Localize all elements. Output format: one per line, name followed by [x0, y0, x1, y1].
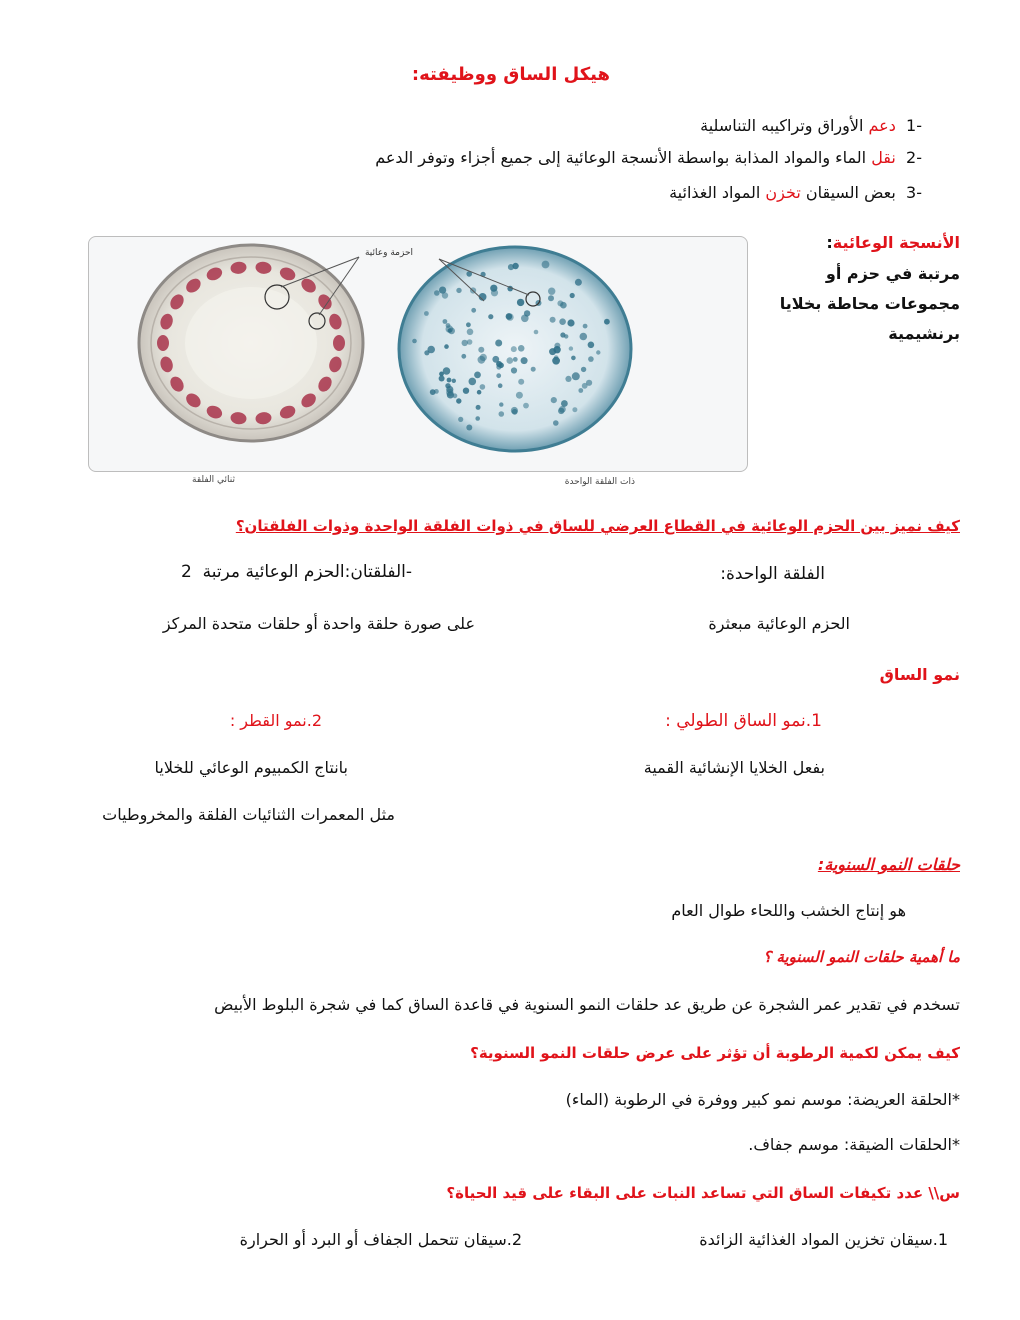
vascular-bundle: [557, 300, 563, 306]
vascular-bundle: [518, 379, 524, 385]
growth-length-body: بفعل الخلايا الإنشائية القمية: [643, 758, 825, 777]
vascular-bundle: [531, 367, 536, 372]
vascular-bundle: [480, 384, 486, 390]
vascular-colon: :: [826, 233, 833, 252]
vascular-bundle: [588, 342, 595, 349]
function-prefix: بعض السيقان: [800, 183, 896, 202]
function-item-3: [669, 183, 922, 202]
function-item-2: [375, 148, 922, 167]
vascular-bundle: [443, 319, 448, 324]
vascular-bundle: [453, 393, 458, 398]
page-title: هيكل الساق ووظيفته:: [411, 64, 610, 85]
vascular-bundle: [446, 389, 453, 396]
vascular-bundle: [444, 344, 449, 349]
vascular-bundle: [471, 308, 476, 313]
bundles-label: احزمة وعائية: [364, 248, 414, 258]
vascular-bundle: [475, 416, 480, 421]
vascular-bundle: [517, 299, 524, 306]
rings-question-humidity: كيف يمكن لكمية الرطوبة أن تؤثر على عرض حلقات النمو السنوية؟: [470, 1044, 960, 1062]
di-heading: [181, 562, 412, 582]
vascular-bundle: [511, 407, 518, 414]
growth-length-heading: 1.نمو الساق الطولي :: [665, 711, 822, 731]
vascular-bundle: [495, 340, 502, 347]
vascular-bundle: [498, 383, 503, 388]
vascular-bundle: [561, 400, 568, 407]
growth-diameter-heading: 2.نمو القطر :: [229, 711, 322, 730]
vascular-bundle: [442, 292, 448, 298]
vascular-line-1: مرتبة في حزم أو: [825, 264, 960, 283]
vascular-bundle: [476, 405, 481, 410]
function-text: الماء والمواد المذابة بواسطة الأنسجة الوعائية إلى جميع أجزاء وتوفر الدعم: [375, 148, 872, 167]
question-compare: كيف نميز بين الحزم الوعائية في القطاع العرضي للساق في ذوات الفلقة الواحدة وذوات الفلقتان؟: [235, 517, 960, 535]
vascular-bundle: [582, 383, 588, 389]
vascular-bundle: [461, 354, 466, 359]
vascular-bundle: [513, 357, 518, 362]
vascular-bundle: [575, 279, 582, 286]
vascular-bundle: [478, 347, 484, 353]
vascular-bundle: [560, 332, 565, 337]
vascular-bundle: [523, 403, 529, 409]
vascular-bundle: [480, 354, 487, 361]
adaptation-item-1: 1.سيقان تخزين المواد الغذائية الزائدة: [699, 1230, 948, 1249]
function-text: الأوراق وتراكيبه التناسلية: [700, 116, 869, 135]
vascular-bundle: [507, 357, 514, 364]
vascular-bundle: [447, 378, 452, 383]
vascular-bundle: [157, 335, 169, 351]
vascular-bundle: [512, 263, 518, 269]
vascular-bundle: [499, 402, 503, 406]
vascular-bundle: [548, 295, 554, 301]
vascular-bundle: [559, 318, 566, 325]
vascular-bundle: [567, 319, 574, 326]
vascular-bundle: [534, 330, 539, 335]
vascular-bundle: [474, 372, 481, 379]
vascular-bundle: [424, 350, 429, 355]
rings-heading: حلقات النمو السنوية:: [817, 855, 960, 874]
vascular-bundle: [412, 339, 417, 344]
vascular-bundle: [542, 261, 550, 269]
adaptations-question: س\\ عدد تكيفات الساق التي تساعد النبات على البقاء على قيد الحياة؟: [446, 1184, 960, 1202]
vascular-bundle: [439, 376, 445, 382]
vascular-bundle: [499, 411, 505, 417]
vascular-bundle: [572, 372, 580, 380]
adaptation-item-2: 2.سيقان تتحمل الجفاف أو البرد أو الحرارة: [239, 1230, 522, 1249]
rings-wide: *الحلقة العريضة: موسم نمو كبير ووفرة في الرطوبة (الماء): [565, 1090, 960, 1109]
growth-heading: نمو الساق: [879, 665, 960, 684]
vascular-bundle: [580, 333, 588, 341]
function-number: -1: [906, 116, 922, 135]
vascular-bundle: [551, 397, 557, 403]
vascular-bundle: [496, 373, 501, 378]
vascular-bundle: [518, 345, 525, 352]
vascular-bundle: [469, 378, 477, 386]
function-item-1: [700, 116, 922, 135]
rings-importance: تسخدم في تقدير عمر الشجرة عن طريق عد حلقات النمو السنوية في قاعدة الساق كما في شجرة البلوط الأبيض: [214, 995, 960, 1014]
vascular-bundle: [554, 355, 559, 360]
caption-dicot: ثنائي الفلقة: [192, 475, 235, 485]
function-text: المواد الغذائية: [669, 183, 766, 202]
vascular-bundle: [559, 406, 566, 413]
function-keyword: تخزن: [765, 183, 801, 202]
vascular-bundle: [569, 346, 573, 350]
vascular-bundle: [498, 363, 504, 369]
caption-monocot: ذات الفلقة الواحدة: [564, 477, 635, 487]
vascular-bundle: [448, 328, 452, 332]
vascular-heading-text: الأنسجة الوعائية: [832, 233, 960, 252]
vascular-bundle: [596, 350, 600, 354]
vascular-bundle: [333, 335, 345, 351]
vascular-bundle: [572, 407, 577, 412]
vascular-line-3: برنشيمية: [888, 324, 960, 343]
vascular-bundle: [456, 398, 461, 403]
mono-heading: الفلقة الواحدة:: [720, 564, 825, 584]
vascular-bundle: [565, 376, 571, 382]
vascular-line-2: مجموعات محاطة بخلايا: [779, 294, 960, 313]
vascular-bundle: [604, 319, 610, 325]
vascular-bundle: [578, 388, 583, 393]
vascular-bundle: [550, 317, 556, 323]
vascular-bundle: [424, 311, 429, 316]
vascular-bundle: [524, 310, 530, 316]
function-number: -2: [906, 148, 922, 167]
vascular-heading: [826, 233, 960, 252]
vascular-bundle: [462, 340, 468, 346]
vascular-bundle: [583, 324, 588, 329]
rings-question-importance: ما أهمية حلقات النمو السنوية ؟: [763, 948, 960, 966]
vascular-bundle: [506, 313, 513, 320]
rings-narrow: *الحلقات الضيقة: موسم جفاف.: [748, 1135, 960, 1154]
monocot-section: [399, 247, 631, 451]
vascular-bundle: [511, 346, 517, 352]
di-heading-text: -الفلقتان:الحزم الوعائية مرتبة: [202, 562, 412, 582]
vascular-bundle: [458, 417, 463, 422]
vascular-bundle: [581, 367, 586, 372]
function-number: -3: [906, 183, 922, 202]
vascular-bundle: [549, 348, 556, 355]
vascular-bundle: [463, 388, 469, 394]
vascular-bundle: [588, 356, 594, 362]
vascular-bundle: [456, 288, 461, 293]
vascular-bundle: [516, 392, 523, 399]
vascular-bundle: [571, 356, 576, 361]
vascular-bundle: [430, 389, 436, 395]
growth-diameter-body: بانتاج الكمبيوم الوعائي للخلايا: [154, 758, 348, 777]
vascular-bundle: [467, 329, 474, 336]
vascular-bundle: [491, 289, 498, 296]
function-keyword: دعم: [868, 116, 896, 135]
vascular-bundle: [570, 293, 575, 298]
vascular-bundle: [466, 425, 472, 431]
vascular-bundle: [443, 367, 451, 375]
vascular-bundle: [452, 379, 456, 383]
growth-diameter-example: مثل المعمرات الثنائيات الفلقة والمخروطيات: [102, 805, 395, 824]
stem-cross-section-figure: [88, 236, 748, 472]
di-body: على صورة حلقة واحدة أو حلقات متحدة المركز: [162, 614, 475, 633]
vascular-bundle: [488, 314, 493, 319]
vascular-bundle: [434, 290, 440, 296]
vascular-bundle: [511, 367, 517, 373]
vascular-bundle: [553, 420, 559, 426]
vascular-bundle: [521, 357, 528, 364]
rings-definition: هو إنتاج الخشب واللحاء طوال العام: [671, 901, 906, 920]
di-number: 2: [180, 562, 192, 582]
stem-sections-svg: [89, 237, 748, 472]
vascular-bundle: [548, 288, 555, 295]
vascular-bundle: [477, 390, 482, 395]
dicot-section: [139, 245, 363, 441]
function-keyword: نقل: [871, 148, 896, 167]
mono-body: الحزم الوعائية مبعثرة: [708, 614, 850, 633]
vascular-bundle: [466, 322, 471, 327]
